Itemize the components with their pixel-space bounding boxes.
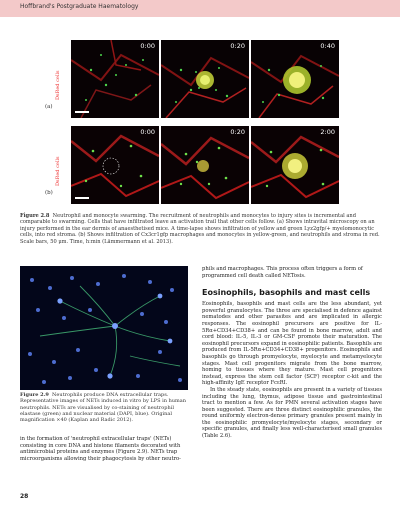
row-a-tag: (a) [45,104,53,110]
scale-bar [75,197,89,199]
right-intro-text: phils and macrophages. This process often triggers a form of programmed cell death called NETosis. [202,266,363,279]
micrograph-panel [251,40,339,118]
left-body-text: in the formation of 'neutrophil extracellular traps' (NETs) consisting in core DNA and histone filaments decorated with antimicrobial proteins and enzymes (Figure 2.9). NETs trap microorganisms allowing their phagocytosis by other neutro- [20,436,181,462]
time-stamp: 2:00 [320,128,335,136]
time-stamp: 0:20 [230,42,245,50]
body-paragraph: In the steady state, eosinophils are present in a variety of tissues including the lung, thymus, adipose tissue and gastrointestinal tract to mention a few. As for PMN several activation stages have been suggested. There are three distinct eosinophilic granules, the round uniformly electron-dense primary granules present mainly in the eosinophilic promyelocyte/myelocyte stages, secondary or specific granules, and finally less well-characterised small granules (Table 2.6). [202,386,382,440]
row-b-side-label: DsRed cells [55,156,61,186]
caption-text: Neutrophil and monocyte swarming. The recruitment of neutrophils and monocytes to injury sites is incremental and comparable to swarming. Cells that have infiltrated leave an activation trail that other cells follow. (a) Shows intravital microscopy on an injury performed in the ear dermis of anaesthetised mice. A time-lapse shows infiltration of yellow and green Lyz2gfp/+ myelomonocytic cells, into red stroma. (b) Shows infiltration of Cx3cr1gfp macrophages and monocytes in yellow-green, and neutrophils and stroma in red. Scale bars, 50 μm. Time, h:min (Lämmermann et al. 2013). [20,213,380,245]
row-b-tag: (b) [45,190,53,196]
caption-text: Neutrophils produce DNA extracellular traps. Representative images of NETs induced in vitro by LPS in human neutrophils. NETs are visualised by co-staining of neutrophil elastase (green) and nuclear material (DAPI, blue). Original magnification ×40 (Kaplan and Radic 2012). [20,392,186,424]
section-heading: Eosinophils, basophils and mast cells [202,288,371,298]
figure-2-8-caption [20,213,380,245]
micrograph-panel [161,126,249,204]
micrograph-panel [251,126,339,204]
caption-label: Figure 2.8 [20,213,50,219]
figure-2-8 [45,40,335,205]
figure-2-9-caption [20,392,188,423]
figure-2-9-micrograph [20,266,188,390]
time-stamp: 0:40 [320,42,335,50]
caption-label: Figure 2.9 [20,392,49,398]
section-body [202,301,382,439]
time-stamp: 0:20 [230,128,245,136]
right-column [202,266,382,440]
row-a-side-label: DsRed cells [55,70,61,100]
figure-2-8-row-a [45,40,335,118]
time-stamp: 0:00 [140,128,155,136]
scale-bar [75,111,89,113]
page-number: 28 [20,493,29,500]
micrograph-panel [71,126,159,204]
running-header-title: Hoffbrand's Postgraduate Haematology [20,3,139,10]
time-stamp: 0:00 [140,42,155,50]
figure-2-8-row-b [45,126,335,204]
body-paragraph: Eosinophils, basophils and mast cells are the less abundant, yet powerful granulocytes. The three are specialised in defence against nematodes and other parasites and are implicated in allergic responses. The eosinophil precursors are positive for IL-5Rα+CD34+CD38+ and can be found in bone marrow, adult and cord blood: IL-5, IL-3 or GM-CSF promote their maturation. The eosinophil precursors expand in eosinophilic patients. Basophils are produced from IL-5Rα+CD34+CD38+ progenitors. Eosinophils and basophils go through promyelocyte, myelocyte and metamyelocyte stages. Mast cell progenitors migrate from the bone marrow, homing to tissues where they mature. Mast cell progenitors instead, express the stem cell factor (SCF) receptor c-kit and the high-affinity IgE receptor FcεRI. [202,301,382,387]
micrograph-panel [71,40,159,118]
micrograph-panel [161,40,249,118]
